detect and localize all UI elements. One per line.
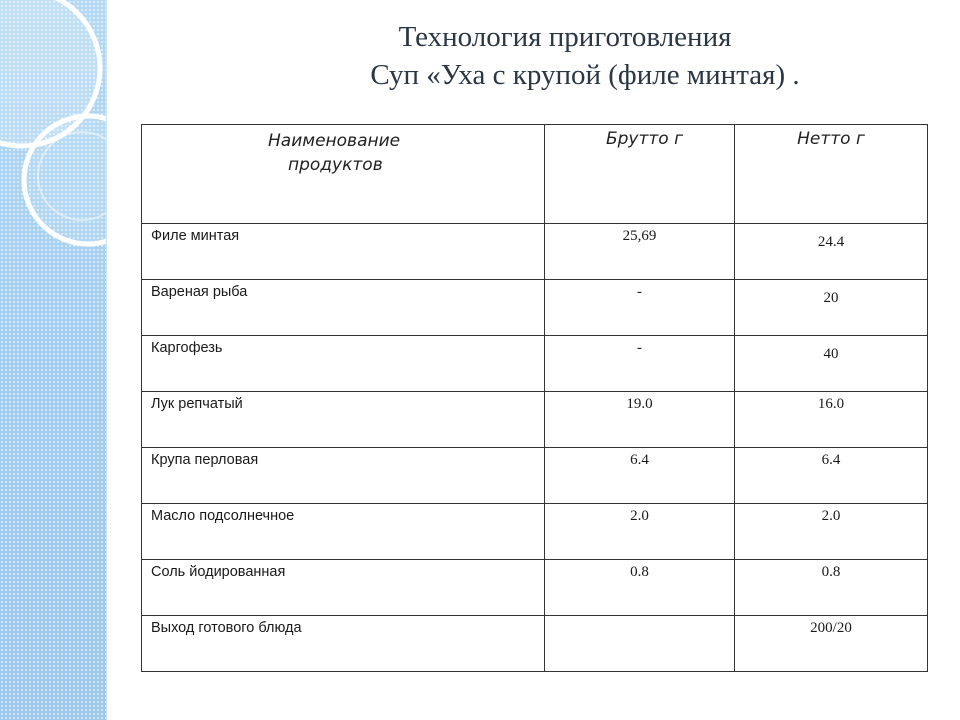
cell-product-name: Филе минтая <box>142 224 545 280</box>
cell-product-name: Вареная рыба <box>142 280 545 336</box>
recipe-table <box>141 124 928 672</box>
cell-product-name: Соль йодированная <box>142 560 545 616</box>
cell-netto-value: 24.4 <box>817 234 845 250</box>
cell-netto-value: 6.4 <box>821 452 841 468</box>
header-brutto: Брутто г <box>545 125 735 224</box>
cell-netto-value: 0.8 <box>821 564 841 580</box>
cell-brutto: 25,69 <box>545 224 735 280</box>
table-row <box>142 616 928 672</box>
table-row <box>142 448 928 504</box>
table-row <box>142 336 928 392</box>
table-row <box>142 504 928 560</box>
cell-netto <box>735 280 928 336</box>
header-product-name-line1: Наименование <box>268 131 401 151</box>
cell-netto <box>735 560 928 616</box>
cell-product-name: Масло подсолнечное <box>142 504 545 560</box>
cell-product-name: Крупа перловая <box>142 448 545 504</box>
page-title-line-1: Технология приготовления <box>398 21 732 53</box>
table-row <box>142 560 928 616</box>
cell-netto <box>735 448 928 504</box>
cell-netto <box>735 616 928 672</box>
cell-brutto: 6.4 <box>545 448 735 504</box>
cell-brutto: - <box>545 280 735 336</box>
cell-product-name: Каргофезь <box>142 336 545 392</box>
cell-brutto: - <box>545 336 735 392</box>
cell-netto-value: 200/20 <box>810 620 852 636</box>
cell-netto-value: 40 <box>823 346 839 362</box>
header-product-name-line2: продуктов <box>288 155 383 175</box>
decorative-circles-graphic <box>0 0 106 720</box>
cell-netto <box>735 504 928 560</box>
cell-netto <box>735 336 928 392</box>
cell-product-name: Выход готового блюда <box>142 616 545 672</box>
cell-netto-value: 2.0 <box>821 508 841 524</box>
table-row <box>142 280 928 336</box>
cell-brutto: 19.0 <box>545 392 735 448</box>
cell-brutto: 2.0 <box>545 504 735 560</box>
cell-netto <box>735 392 928 448</box>
cell-brutto: 0.8 <box>545 560 735 616</box>
header-product-name <box>142 125 545 224</box>
table-row <box>142 224 928 280</box>
cell-netto-value: 16.0 <box>817 396 845 412</box>
cell-netto-value: 20 <box>823 290 839 306</box>
cell-brutto <box>545 616 735 672</box>
cell-netto <box>735 224 928 280</box>
table-row <box>142 392 928 448</box>
table-header-row <box>142 125 928 224</box>
cell-product-name: Лук репчатый <box>142 392 545 448</box>
decorative-sidebar <box>0 0 107 720</box>
page-title-line-2: Суп «Уха с крупой (филе минтая) . <box>370 59 800 91</box>
header-netto: Нетто г <box>735 125 928 224</box>
